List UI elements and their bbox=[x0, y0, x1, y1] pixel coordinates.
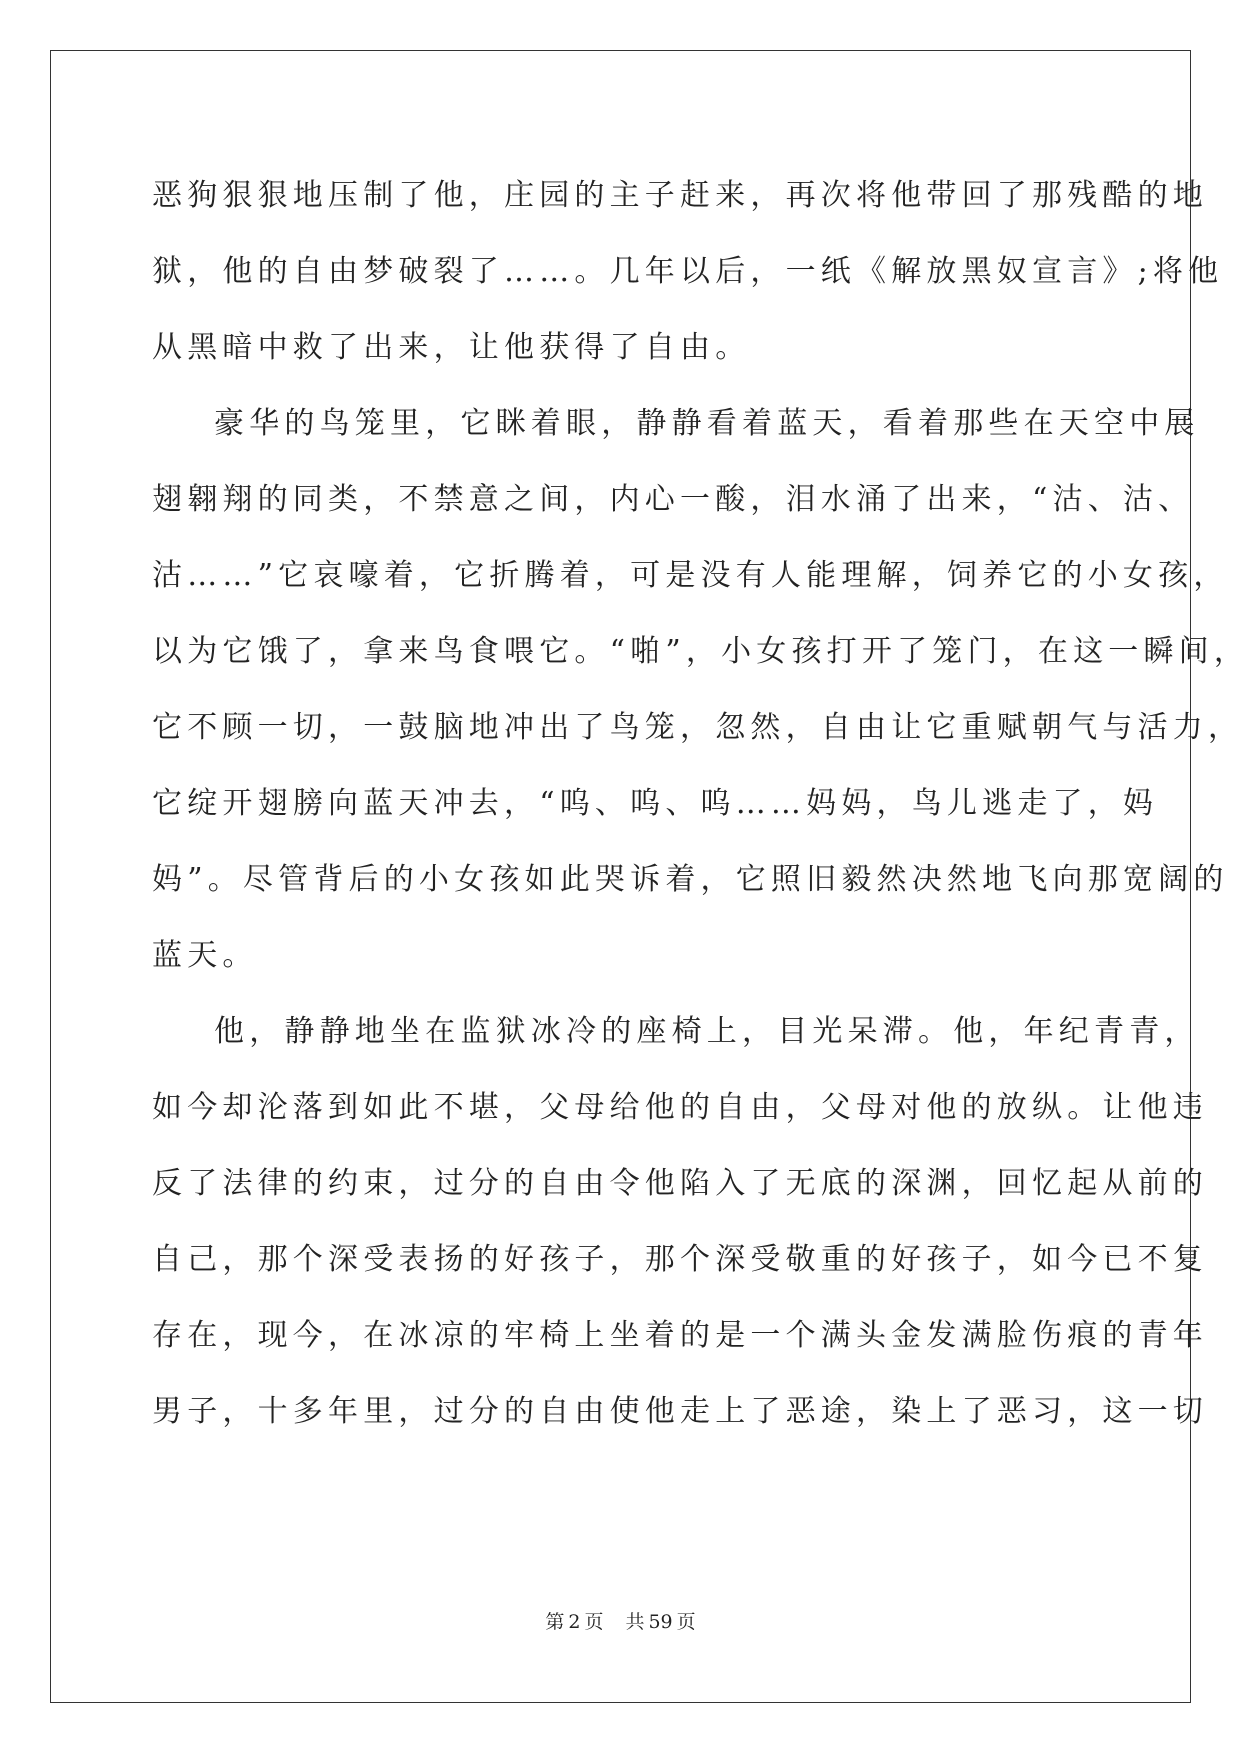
text-line: 他，静静地坐在监狱冰冷的座椅上，目光呆滞。他，年纪青青， bbox=[214, 1014, 1200, 1049]
text-line: 自己，那个深受表扬的好孩子，那个深受敬重的好孩子，如今已不复 bbox=[152, 1242, 1208, 1277]
page-prefix: 第 bbox=[545, 1611, 565, 1633]
page-indicator bbox=[545, 1611, 603, 1633]
text-line: 豪华的鸟笼里，它眯着眼，静静看着蓝天，看着那些在天空中展 bbox=[214, 406, 1200, 441]
total-prefix: 共 bbox=[625, 1611, 645, 1633]
text-line: 如今却沦落到如此不堪，父母给他的自由，父母对他的放纵。让他违 bbox=[152, 1090, 1208, 1125]
text-line: 以为它饿了，拿来鸟食喂它。“啪”，小女孩打开了笼门，在这一瞬间， bbox=[152, 634, 1249, 669]
text-line: 狱，他的自由梦破裂了……。几年以后，一纸《解放黑奴宣言》;将他 bbox=[152, 254, 1224, 289]
text-line: 男子，十多年里，过分的自由使他走上了恶途，染上了恶习，这一切 bbox=[152, 1394, 1208, 1429]
text-line: 存在，现今，在冰凉的牢椅上坐着的是一个满头金发满脸伤痕的青年 bbox=[152, 1318, 1208, 1353]
document-body bbox=[152, 158, 1249, 1450]
page-suffix: 页 bbox=[584, 1611, 604, 1633]
text-line: 从黑暗中救了出来，让他获得了自由。 bbox=[152, 330, 751, 365]
text-line: 翅翱翔的同类，不禁意之间，内心一酸，泪水涌了出来，“沽、沽、 bbox=[152, 482, 1194, 517]
text-line: 妈”。尽管背后的小女孩如此哭诉着，它照旧毅然决然地飞向那宽阔的 bbox=[152, 862, 1229, 897]
total-suffix: 页 bbox=[676, 1611, 696, 1633]
page-footer bbox=[0, 1610, 1241, 1634]
total-pages: 59 bbox=[648, 1611, 673, 1633]
total-indicator bbox=[625, 1611, 695, 1633]
text-line: 它绽开翅膀向蓝天冲去，“呜、呜、呜……妈妈，鸟儿逃走了，妈 bbox=[152, 786, 1159, 821]
text-line: 它不顾一切，一鼓脑地冲出了鸟笼，忽然，自由让它重赋朝气与活力， bbox=[152, 710, 1244, 745]
text-line: 恶狗狠狠地压制了他，庄园的主子赶来，再次将他带回了那残酷的地 bbox=[152, 178, 1208, 213]
page-number: 2 bbox=[568, 1611, 581, 1633]
text-line: 反了法律的约束，过分的自由令他陷入了无底的深渊，回忆起从前的 bbox=[152, 1166, 1208, 1201]
text-line: 沽……”它哀嚎着，它折腾着，可是没有人能理解，饲养它的小女孩， bbox=[152, 558, 1229, 593]
text-line: 蓝天。 bbox=[152, 938, 258, 973]
